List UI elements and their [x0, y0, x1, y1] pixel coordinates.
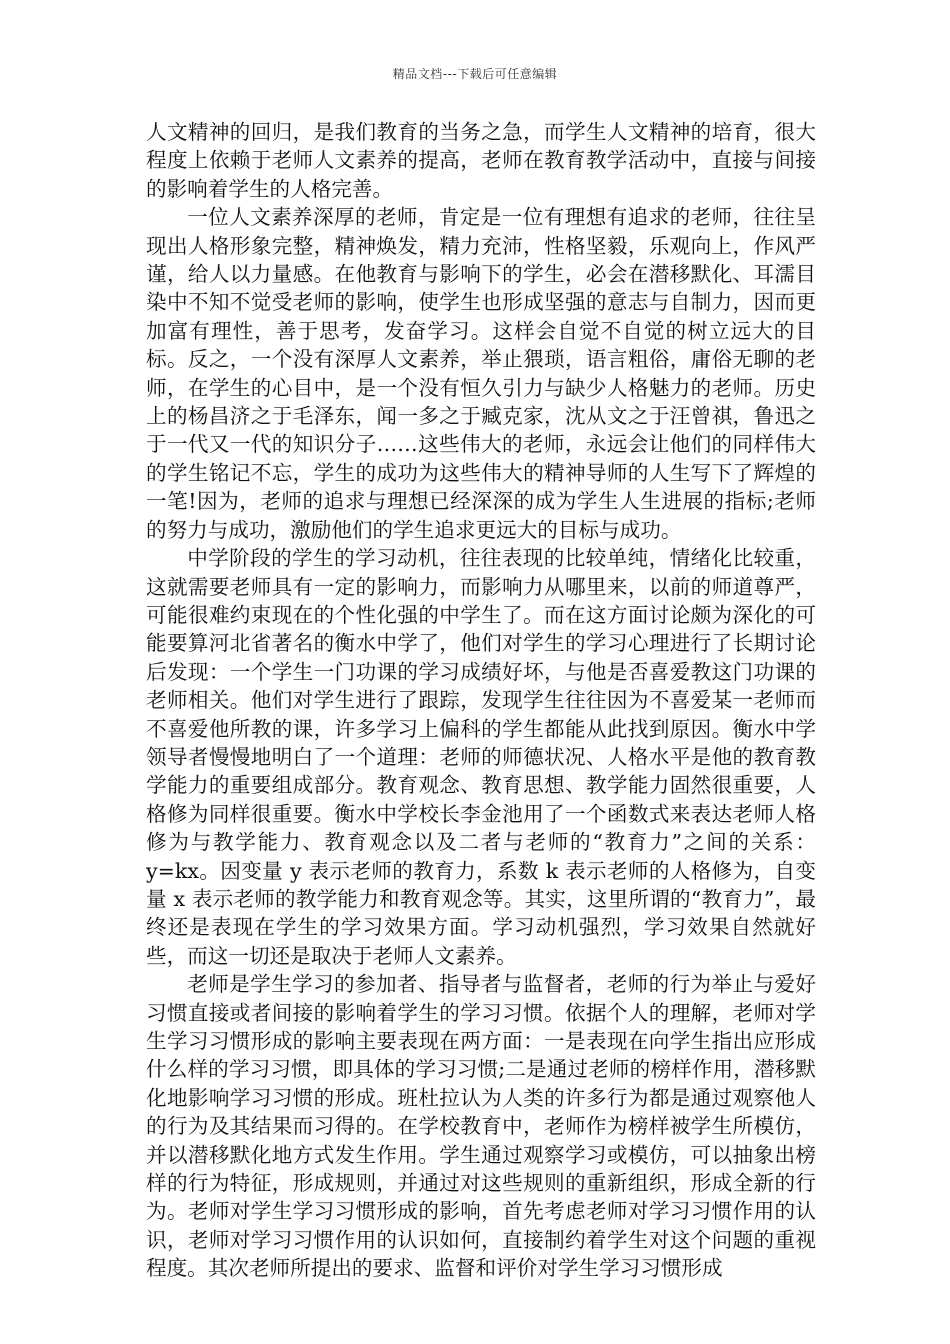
paragraph: 中学阶段的学生的学习动机，往往表现的比较单纯，情绪化比较重，这就需要老师具有一定的影响力，而影响力从哪里来，以前的师道尊严，可能很难约束现在的个性化强的中学生了。而在这方面讨论颇为深化的可能要算河北省著名的衡水中学了，他们对学生的学习心理进行了长期讨论后发现：一个学生一门功课的学习成绩好坏，与他是否喜爱教这门功课的老师相关。他们对学生进行了跟踪，发现学生往往因为不喜爱某一老师而不喜爱他所教的课，许多学习上偏科的学生都能从此找到原因。衡水中学领导者慢慢地明白了一个道理：老师的师德状况、人格水平是他的教育教学能力的重要组成部分。教育观念、教育思想、教学能力固然很重要，人格修为同样很重要。衡水中学校长李金池用了一个函数式来表达老师人格修为与教学能力、教育观念以及二者与老师的“教育力”之间的关系：y=kx。因变量 y 表示老师的教育力，系数 k 表示老师的人格修为，自变量 x 表示老师的教学能力和教育观念等。其实，这里所谓的“教育力”，最终还是表现在学生的学习效果方面。学习动机强烈，学习效果自然就好些，而这一切还是取决于老师人文素养。 [146, 546, 816, 968]
paragraph: 老师是学生学习的参加者、指导者与监督者，老师的行为举止与爱好习惯直接或者间接的影响着学生的学习习惯。依据个人的理解，老师对学生学习习惯形成的影响主要表现在两方面：一是表现在向学生指出应形成什么样的学习习惯，即具体的学习习惯;二是通过老师的榜样作用，潜移默化地影响学习习惯的形成。班杜拉认为人类的许多行为都是通过观察他人的行为及其结果而习得的。在学校教育中，老师作为榜样被学生所模仿，并以潜移默化地方式发生作用。学生通过观察学习或模仿，可以抽象出榜样的行为特征，形成规则，并通过对这些规则的重新组织，形成全新的行为。老师对学生学习习惯形成的影响，首先考虑老师对学习习惯作用的认识，老师对学习习惯作用的认识如何，直接制约着学生对这个问题的重视程度。其次老师所提出的要求、监督和评价对学生学习习惯形成 [146, 972, 816, 1281]
document-body [146, 118, 816, 1283]
page-header: 精品文档---下载后可任意编辑 [392, 67, 558, 81]
paragraph: 人文精神的回归，是我们教育的当务之急，而学生人文精神的培育，很大程度上依赖于老师人文素养的提高，老师在教育教学活动中，直接与间接的影响着学生的人格完善。 [146, 120, 816, 201]
paragraph: 一位人文素养深厚的老师，肯定是一位有理想有追求的老师，往往呈现出人格形象完整，精神焕发，精力充沛，性格坚毅，乐观向上，作风严谨，给人以力量感。在他教育与影响下的学生，必会在潜移默化、耳濡目染中不知不觉受老师的影响，使学生也形成坚强的意志与自制力，因而更加富有理性，善于思考，发奋学习。这样会自觉不自觉的树立远大的目标。反之，一个没有深厚人文素养，举止猥琐，语言粗俗，庸俗无聊的老师，在学生的心目中，是一个没有恒久引力与缺少人格魅力的老师。历史上的杨昌济之于毛泽东，闻一多之于臧克家，沈从文之于汪曾祺，鲁迅之于一代又一代的知识分子……这些伟大的老师，永远会让他们的同样伟大的学生铭记不忘，学生的成功为这些伟大的精神导师的人生写下了辉煌的一笔!因为，老师的追求与理想已经深深的成为学生人生进展的指标;老师的努力与成功，激励他们的学生追求更远大的目标与成功。 [146, 205, 816, 542]
